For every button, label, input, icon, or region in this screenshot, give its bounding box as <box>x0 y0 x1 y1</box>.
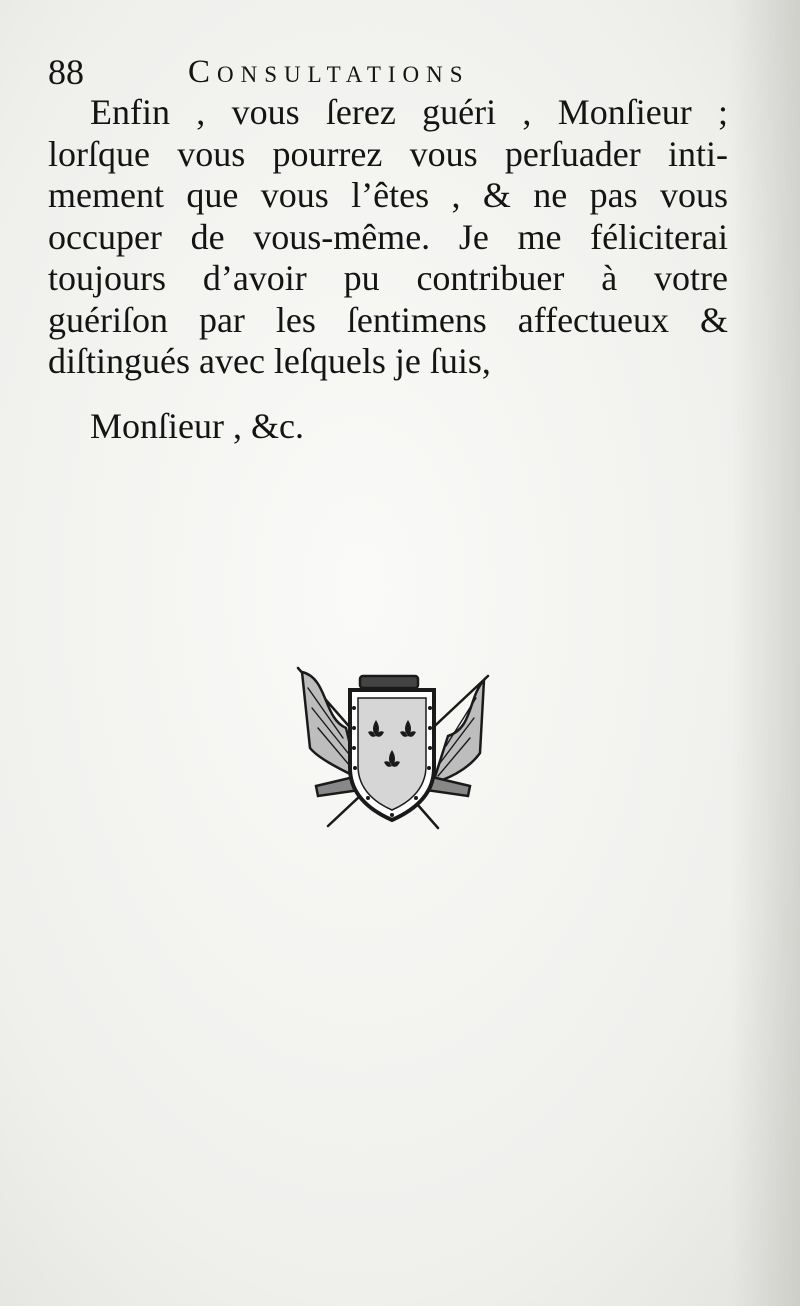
letter-body <box>48 92 728 383</box>
text-line: occuper de vous-même. Je me féliciterai <box>48 216 728 257</box>
text-line: Enfin , vous ſerez guéri , Monſieur ; <box>90 92 728 132</box>
text-line: toujours d’avoir pu contribuer à votre <box>48 258 728 298</box>
text-line: lorſque vous pourrez vous perſuader inti- <box>48 133 728 174</box>
page-header <box>48 50 608 94</box>
text-line: guériſon par les ſentimens affectueux & <box>48 299 728 340</box>
page-number: 88 <box>48 52 84 92</box>
text-line: mement que vous l’êtes , & ne pas vous <box>48 175 728 215</box>
closing-text: Monſieur , &c. <box>90 406 304 446</box>
bracket-mark <box>50 404 90 448</box>
page-shadow <box>730 0 800 1306</box>
running-head: Consultations <box>188 54 470 90</box>
heraldic-shield-fleur-de-lis-ornament-icon <box>288 658 498 833</box>
closing-salutation <box>50 404 304 448</box>
text-line: diſtingués avec leſquels je ſuis, <box>48 341 491 381</box>
